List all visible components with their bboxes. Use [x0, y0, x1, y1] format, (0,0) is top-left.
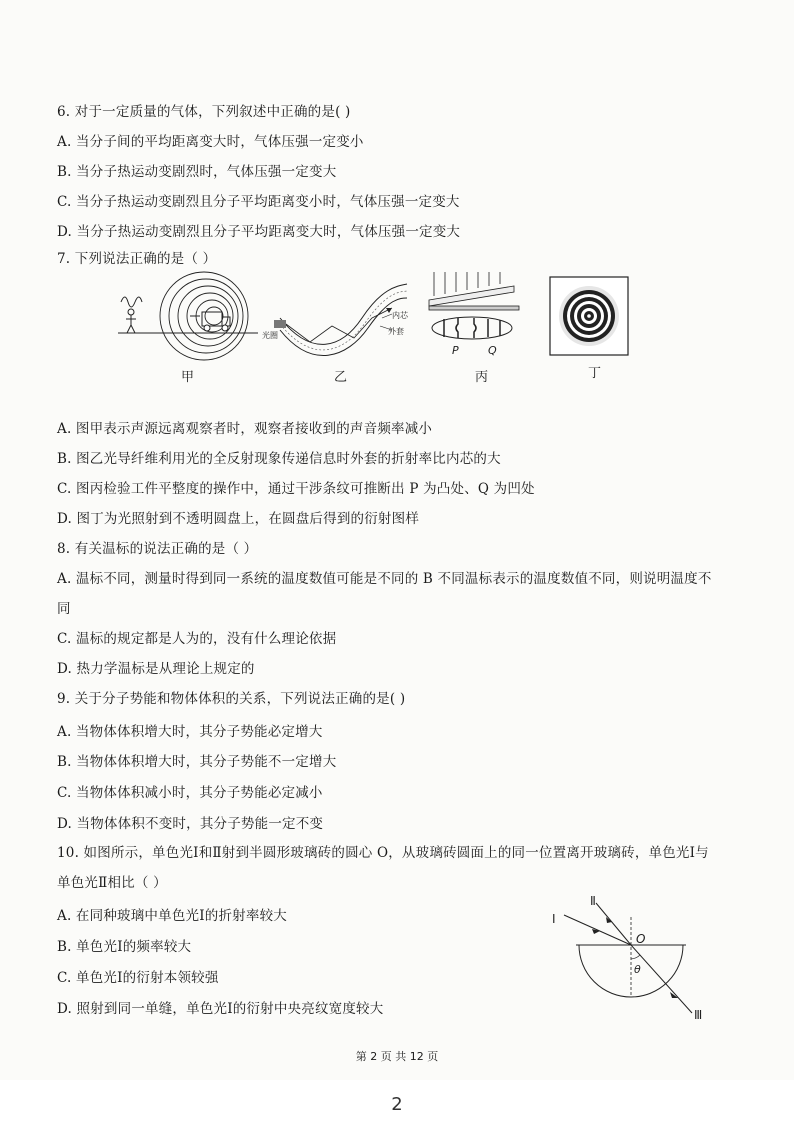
- q7-stem: 7. 下列说法正确的是（ ）: [57, 251, 217, 267]
- figure-yi-fiber: [262, 278, 412, 358]
- q6-option-b: B. 当分子热运动变剧烈时，气体压强一定变大: [57, 164, 337, 180]
- figure-ding-label: 丁: [588, 366, 602, 381]
- figure-bing-interference: [424, 270, 524, 358]
- figure-q10-semicircle: [546, 895, 716, 1025]
- q6-option-a: A. 当分子间的平均距离变大时，气体压强一定变小: [57, 134, 364, 150]
- q8-option-ab: A. 温标不同，测量时得到同一系统的温度数值可能是不同的 B 不同温标表示的温度数值不同，则说明温度不同: [57, 571, 712, 617]
- figure-ding-diffraction: [549, 276, 629, 356]
- figure-bing-label: 丙: [475, 370, 489, 385]
- q10-ray3-label: Ⅲ: [694, 1008, 703, 1022]
- yi-light-label: 光圈: [262, 331, 278, 340]
- q8-option-c: C. 温标的规定都是人为的，没有什么理论依据: [57, 631, 337, 647]
- q6-option-c: C. 当分子热运动变剧烈且分子平均距离变小时，气体压强一定变大: [57, 194, 460, 210]
- bing-p-label: P: [452, 344, 459, 357]
- q9-option-c: C. 当物体体积减小时，其分子势能必定减小: [57, 785, 323, 801]
- yi-core-label: 内芯: [392, 311, 408, 320]
- q7-option-b: B. 图乙光导纤维利用光的全反射现象传递信息时外套的折射率比内芯的大: [57, 451, 501, 467]
- q8-option-d: D. 热力学温标是从理论上规定的: [57, 661, 255, 677]
- page-footer: 第 2 页 共 12 页: [355, 1050, 439, 1063]
- q7-option-d: D. 图丁为光照射到不透明圆盘上，在圆盘后得到的衍射图样: [57, 511, 420, 527]
- q10-option-a: A. 在同种玻璃中单色光Ⅰ的折射率较大: [57, 908, 287, 924]
- q9-option-a: A. 当物体体积增大时，其分子势能必定增大: [57, 724, 323, 740]
- q10-angle-label: θ: [634, 963, 641, 976]
- q10-option-d: D. 照射到同一单缝，单色光Ⅰ的衍射中央亮纹宽度较大: [57, 1001, 384, 1017]
- figure-jia-label: 甲: [181, 370, 195, 385]
- q9-option-d: D. 当物体体积不变时，其分子势能一定不变: [57, 816, 324, 832]
- q7-option-c: C. 图丙检验工件平整度的操作中，通过干涉条纹可推断出 P 为凸处、Q 为凹处: [57, 481, 535, 497]
- q6-option-d: D. 当分子热运动变剧烈且分子平均距离变大时，气体压强一定变大: [57, 224, 461, 240]
- q7-option-a: A. 图甲表示声源远离观察者时，观察者接收到的声音频率减小: [57, 421, 433, 437]
- bing-q-label: Q: [488, 344, 497, 357]
- page-number: 2: [391, 1094, 403, 1115]
- q10-stem: 10. 如图所示，单色光Ⅰ和Ⅱ射到半圆形玻璃砖的圆心 O，从玻璃砖圆面上的同一位置离开玻璃砖，单色光Ⅰ与单色光Ⅱ相比（ ）: [57, 845, 709, 891]
- figure-jia-doppler: [118, 272, 258, 362]
- q6-stem: 6. 对于一定质量的气体，下列叙述中正确的是( ): [57, 104, 351, 120]
- q10-ray1-label: Ⅰ: [552, 912, 556, 926]
- q10-center-label: O: [636, 932, 646, 946]
- q9-stem: 9. 关于分子势能和物体体积的关系，下列说法正确的是( ): [57, 691, 406, 707]
- yi-cladding-label: 外套: [388, 327, 404, 336]
- q10-option-c: C. 单色光Ⅰ的衍射本领较强: [57, 970, 219, 986]
- figure-yi-label: 乙: [334, 370, 348, 385]
- q10-ray2-label: Ⅱ: [590, 894, 596, 908]
- q8-stem: 8. 有关温标的说法正确的是（ ）: [57, 541, 258, 557]
- q10-option-b: B. 单色光Ⅰ的频率较大: [57, 939, 192, 955]
- q9-option-b: B. 当物体体积增大时，其分子势能不一定增大: [57, 754, 337, 770]
